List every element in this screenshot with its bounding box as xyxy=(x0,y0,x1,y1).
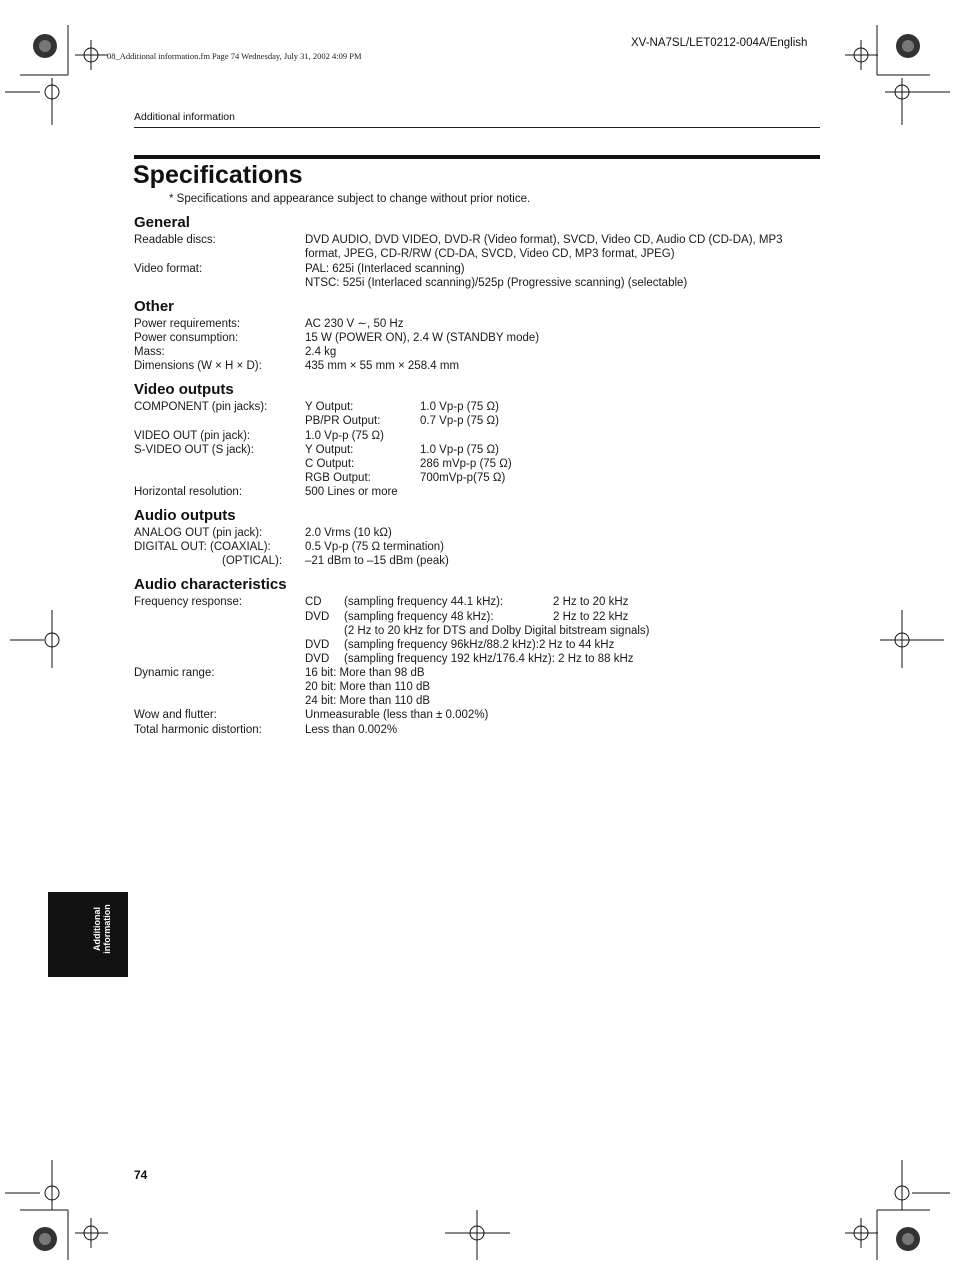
spec-value: DVD AUDIO, DVD VIDEO, DVD-R (Video format), SVCD, Video CD, Audio CD (CD-DA), MP3 xyxy=(305,234,783,246)
side-tab xyxy=(48,892,128,977)
spec-value: 286 mVp-p (75 Ω) xyxy=(420,458,512,470)
spec-value: 16 bit: More than 98 dB xyxy=(305,667,425,679)
spec-label: Wow and flutter: xyxy=(134,709,217,721)
spec-label: ANALOG OUT (pin jack): xyxy=(134,527,263,539)
spec-label: Dynamic range: xyxy=(134,667,215,679)
side-tab-label xyxy=(92,896,112,962)
spec-value: 2.0 Vrms (10 kΩ) xyxy=(305,527,392,539)
section-heading-other: Other xyxy=(134,298,175,315)
freq-desc: (sampling frequency 192 kHz/176.4 kHz): 2 Hz to 88 kHz xyxy=(344,653,634,665)
spec-label: Readable discs: xyxy=(134,234,216,246)
spec-label: Mass: xyxy=(134,346,165,358)
spec-label: DIGITAL OUT: (COAXIAL): xyxy=(134,541,271,553)
spec-value: 1.0 Vp-p (75 Ω) xyxy=(305,430,384,442)
spec-value: 700mVp-p(75 Ω) xyxy=(420,472,506,484)
side-tab-line-2: information xyxy=(102,904,112,954)
spec-value: 1.0 Vp-p (75 Ω) xyxy=(420,444,499,456)
spec-label: Frequency response: xyxy=(134,596,243,608)
freq-disc: DVD xyxy=(305,639,330,651)
specs-note: * Specifications and appearance subject to change without prior notice. xyxy=(169,193,531,205)
freq-disc: CD xyxy=(305,596,322,608)
freq-desc: (sampling frequency 48 kHz): xyxy=(344,611,494,623)
spec-value: Less than 0.002% xyxy=(305,724,398,736)
section-heading-general: General xyxy=(134,214,190,231)
page-title: Specifications xyxy=(133,161,303,189)
spec-value: 20 bit: More than 110 dB xyxy=(305,681,431,693)
spec-label: S-VIDEO OUT (S jack): xyxy=(134,444,254,456)
freq-desc: (sampling frequency 44.1 kHz): xyxy=(344,596,504,608)
document-id: XV-NA7SL/LET0212-004A/English xyxy=(631,37,808,49)
freq-disc: DVD xyxy=(305,611,330,623)
spec-value: PAL: 625i (Interlaced scanning) xyxy=(305,263,465,275)
spec-value: 2.4 kg xyxy=(305,346,337,358)
side-tab-line-1: Additional xyxy=(92,907,102,951)
spec-label: Video format: xyxy=(134,263,203,275)
freq-desc: (sampling frequency 96kHz/88.2 kHz):2 Hz to 44 kHz xyxy=(344,639,615,651)
file-info: 08_Additional information.fm Page 74 Wednesday, July 31, 2002 4:09 PM xyxy=(107,51,362,61)
spec-label: Power consumption: xyxy=(134,332,239,344)
spec-sublabel: Y Output: xyxy=(305,401,354,413)
page-number: 74 xyxy=(134,1168,148,1182)
spec-value: –21 dBm to –15 dBm (peak) xyxy=(305,555,449,567)
spec-label: (OPTICAL): xyxy=(222,555,283,567)
freq-range: 2 Hz to 20 kHz xyxy=(553,596,629,608)
spec-label: Dimensions (W × H × D): xyxy=(134,360,262,372)
section-heading-audio-characteristics: Audio characteristics xyxy=(134,576,287,593)
running-head: Additional information xyxy=(134,111,235,123)
spec-value: 435 mm × 55 mm × 258.4 mm xyxy=(305,360,460,372)
freq-disc: DVD xyxy=(305,653,330,665)
spec-sublabel: C Output: xyxy=(305,458,355,470)
freq-desc: (2 Hz to 20 kHz for DTS and Dolby Digital bitstream signals) xyxy=(344,625,650,637)
spec-label: Horizontal resolution: xyxy=(134,486,243,498)
spec-value: 24 bit: More than 110 dB xyxy=(305,695,431,707)
spec-value: Unmeasurable (less than ± 0.002%) xyxy=(305,709,489,721)
section-heading-audio-outputs: Audio outputs xyxy=(134,507,236,524)
spec-label: VIDEO OUT (pin jack): xyxy=(134,430,251,442)
spec-label: Total harmonic distortion: xyxy=(134,724,262,736)
spec-sublabel: RGB Output: xyxy=(305,472,371,484)
spec-value: NTSC: 525i (Interlaced scanning)/525p (Progressive scanning) (selectable) xyxy=(305,277,688,289)
spec-label: COMPONENT (pin jacks): xyxy=(134,401,268,413)
section-heading-video-outputs: Video outputs xyxy=(134,381,234,398)
spec-value: 15 W (POWER ON), 2.4 W (STANDBY mode) xyxy=(305,332,540,344)
spec-value: 0.5 Vp-p (75 Ω termination) xyxy=(305,541,444,553)
spec-value: 0.7 Vp-p (75 Ω) xyxy=(420,415,499,427)
header-rule xyxy=(134,127,820,128)
freq-range: 2 Hz to 22 kHz xyxy=(553,611,629,623)
spec-sublabel: Y Output: xyxy=(305,444,354,456)
title-rule xyxy=(134,155,820,159)
spec-label: Power requirements: xyxy=(134,318,241,330)
spec-value: 500 Lines or more xyxy=(305,486,398,498)
spec-value: AC 230 V ∼, 50 Hz xyxy=(305,318,404,330)
spec-value: format, JPEG, CD-R/RW (CD-DA, SVCD, Video CD, MP3 format, JPEG) xyxy=(305,248,675,260)
spec-sublabel: PB/PR Output: xyxy=(305,415,381,427)
spec-value: 1.0 Vp-p (75 Ω) xyxy=(420,401,499,413)
